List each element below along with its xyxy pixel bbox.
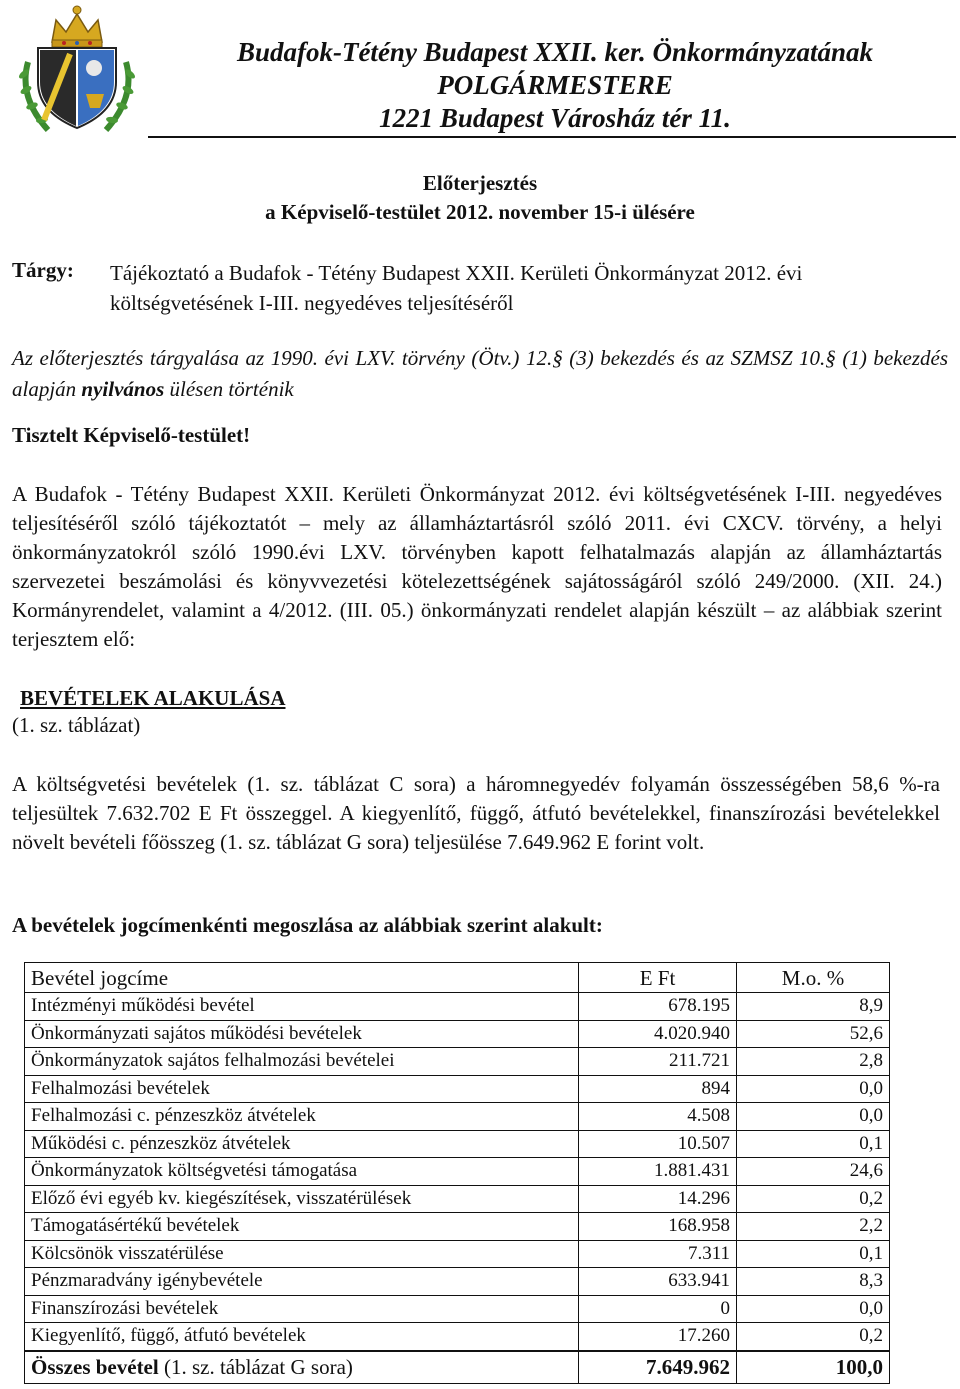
table-row bbox=[25, 1185, 890, 1213]
row-amount: 17.260 bbox=[579, 1323, 737, 1351]
total-amount: 7.649.962 bbox=[579, 1351, 737, 1384]
row-label: Önkormányzatok sajátos felhalmozási bevételei bbox=[25, 1048, 579, 1076]
row-label: Pénzmaradvány igénybevétele bbox=[25, 1268, 579, 1296]
row-percent: 52,6 bbox=[737, 1020, 890, 1048]
row-label: Előző évi egyéb kv. kiegészítések, visszatérülések bbox=[25, 1185, 579, 1213]
table-row bbox=[25, 1075, 890, 1103]
greeting: Tisztelt Képviselő-testület! bbox=[12, 423, 251, 447]
total-label-rest: (1. sz. táblázat G sora) bbox=[158, 1355, 353, 1379]
row-percent: 0,2 bbox=[737, 1185, 890, 1213]
total-label-bold: Összes bevétel bbox=[31, 1355, 159, 1379]
revenue-table bbox=[24, 962, 890, 1384]
table-row bbox=[25, 1295, 890, 1323]
public-session-notice bbox=[12, 343, 948, 405]
table-row bbox=[25, 1103, 890, 1131]
header-line-1: Budafok-Tétény Budapest XXII. ker. Önkormányzatának bbox=[236, 37, 874, 67]
notice-before: Az előterjesztés tárgyalása az 1990. évi LXV. törvény (Ötv.) 12.§ (3) bekezdés és az SZMSZ 10.§ (1) bekezdés alapján bbox=[12, 346, 948, 401]
row-amount: 211.721 bbox=[579, 1048, 737, 1076]
header-line-3: 1221 Budapest Városház tér 11. bbox=[379, 103, 731, 133]
row-label: Kiegyenlítő, függő, átfutó bevételek bbox=[25, 1323, 579, 1351]
meeting-line: a Képviselő-testület 2012. november 15-i ülésére bbox=[265, 200, 695, 224]
row-percent: 0,1 bbox=[737, 1130, 890, 1158]
row-label: Támogatásértékű bevételek bbox=[25, 1213, 579, 1241]
total-label bbox=[25, 1351, 579, 1384]
notice-bold: nyilvános bbox=[81, 377, 165, 401]
header-line-2: POLGÁRMESTERE bbox=[437, 70, 673, 100]
table-body bbox=[25, 993, 890, 1351]
section-subtitle: (1. sz. táblázat) bbox=[12, 713, 141, 737]
header-share: M.o. % bbox=[737, 963, 890, 993]
coat-of-arms-logo bbox=[8, 2, 146, 136]
row-percent: 0,0 bbox=[737, 1295, 890, 1323]
table-row bbox=[25, 993, 890, 1021]
table-row bbox=[25, 1020, 890, 1048]
total-percent: 100,0 bbox=[737, 1351, 890, 1384]
row-label: Kölcsönök visszatérülése bbox=[25, 1240, 579, 1268]
row-percent: 8,3 bbox=[737, 1268, 890, 1296]
header-revenue-title: Bevétel jogcíme bbox=[25, 963, 579, 993]
row-label: Önkormányzatok költségvetési támogatása bbox=[25, 1158, 579, 1186]
table-row bbox=[25, 1158, 890, 1186]
row-percent: 2,8 bbox=[737, 1048, 890, 1076]
row-amount: 678.195 bbox=[579, 993, 737, 1021]
row-percent: 0,2 bbox=[737, 1323, 890, 1351]
row-label: Működési c. pénzeszköz átvételek bbox=[25, 1130, 579, 1158]
row-amount: 894 bbox=[579, 1075, 737, 1103]
office-header bbox=[150, 36, 960, 135]
row-amount: 633.941 bbox=[579, 1268, 737, 1296]
row-amount: 1.881.431 bbox=[579, 1158, 737, 1186]
table-row bbox=[25, 1048, 890, 1076]
table-row bbox=[25, 1213, 890, 1241]
distribution-heading: A bevételek jogcímenkénti megoszlása az alábbiak szerint alakult: bbox=[12, 913, 603, 937]
table-row bbox=[25, 1130, 890, 1158]
subject-label: Tárgy: bbox=[12, 258, 74, 282]
row-label: Intézményi működési bevétel bbox=[25, 993, 579, 1021]
row-amount: 0 bbox=[579, 1295, 737, 1323]
row-label: Önkormányzati sajátos működési bevételek bbox=[25, 1020, 579, 1048]
row-amount: 7.311 bbox=[579, 1240, 737, 1268]
row-amount: 4.020.940 bbox=[579, 1020, 737, 1048]
subject-text: Tájékoztató a Budafok - Tétény Budapest XXII. Kerületi Önkormányzat 2012. évi költségvetésének I-III. negyedéves teljesítéséről bbox=[110, 261, 803, 315]
row-label: Felhalmozási bevételek bbox=[25, 1075, 579, 1103]
header-amount: E Ft bbox=[579, 963, 737, 993]
intro-paragraph: A Budafok - Tétény Budapest XXII. Kerületi Önkormányzat 2012. évi költségvetésének I-III. negyedéves teljesítéséről szóló tájékoztatót – mely az államháztartásról szóló 2011. évi CXCV. törvény, a helyi önkormányzatokról szóló 1990.évi LXV. törvényben kapott felhatalmazás alapján az államháztartás szervezetei beszámolási és könyvvezetési kötelezettségének sajátosságáról szóló 249/2000. (XII. 24.) Kormányrendelet, valamint a 4/2012. (III. 05.) önkormányzati rendelet alapján készült – az alábbiak szerint terjesztem elő: bbox=[12, 482, 942, 651]
row-amount: 168.958 bbox=[579, 1213, 737, 1241]
table-row bbox=[25, 1268, 890, 1296]
document-title: Előterjesztés bbox=[422, 171, 538, 195]
row-amount: 4.508 bbox=[579, 1103, 737, 1131]
notice-after: ülésen történik bbox=[164, 377, 294, 401]
row-label: Finanszírozási bevételek bbox=[25, 1295, 579, 1323]
row-percent: 2,2 bbox=[737, 1213, 890, 1241]
row-amount: 10.507 bbox=[579, 1130, 737, 1158]
table-row bbox=[25, 1240, 890, 1268]
row-amount: 14.296 bbox=[579, 1185, 737, 1213]
revenue-section-heading bbox=[12, 686, 286, 738]
row-label: Felhalmozási c. pénzeszköz átvételek bbox=[25, 1103, 579, 1131]
row-percent: 0,0 bbox=[737, 1075, 890, 1103]
revenue-paragraph: A költségvetési bevételek (1. sz. táblázat C sora) a háromnegyedév folyamán összességében 58,6 %-ra teljesültek 7.632.702 E Ft összeggel. A kiegyenlítő, függő, átfutó bevételekkel, finanszírozási bevételekkel növelt bevételi főösszeg (1. sz. táblázat G sora) teljesülése 7.649.962 E forint volt. bbox=[12, 772, 940, 854]
row-percent: 0,1 bbox=[737, 1240, 890, 1268]
table-total-row bbox=[25, 1351, 890, 1384]
table-header-row bbox=[25, 963, 890, 993]
section-title: BEVÉTELEK ALAKULÁSA bbox=[20, 686, 286, 710]
row-percent: 0,0 bbox=[737, 1103, 890, 1131]
header-divider bbox=[148, 136, 956, 138]
table-row bbox=[25, 1323, 890, 1351]
row-percent: 8,9 bbox=[737, 993, 890, 1021]
row-percent: 24,6 bbox=[737, 1158, 890, 1186]
